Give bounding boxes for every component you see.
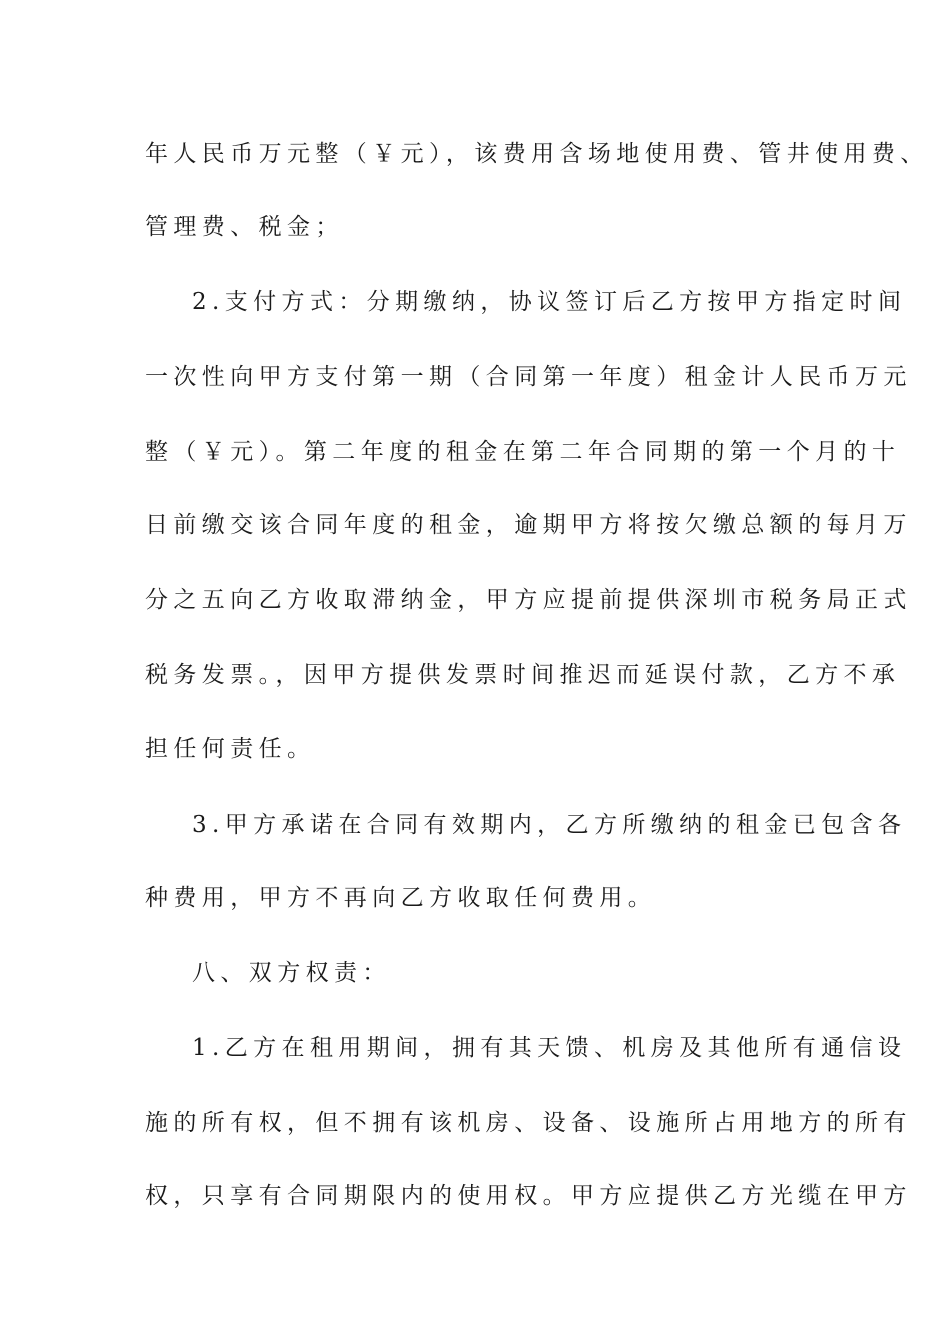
text-line-15: 权，只享有合同期限内的使用权。甲方应提供乙方光缆在甲方 bbox=[145, 1183, 912, 1209]
text-line-2: 管理费、税金； bbox=[145, 214, 344, 240]
text-line-9: 担任何责任。 bbox=[145, 736, 316, 762]
text-line-4: 一次性向甲方支付第一期（合同第一年度）租金计人民币万元 bbox=[145, 364, 912, 390]
text-line-14: 施的所有权，但不拥有该机房、设备、设施所占用地方的所有 bbox=[145, 1110, 912, 1136]
text-line-8: 税务发票。，因甲方提供发票时间推迟而延误付款，乙方不承 bbox=[145, 662, 901, 688]
text-line-6: 日前缴交该合同年度的租金，逾期甲方将按欠缴总额的每月万 bbox=[145, 512, 912, 538]
text-line-5: 整（￥元）。第二年度的租金在第二年合同期的第一个月的十 bbox=[145, 439, 901, 465]
paragraph-2-start: 2.支付方式：分期缴纳，协议签订后乙方按甲方指定时间 bbox=[192, 289, 907, 315]
section-heading-8: 八、双方权责： bbox=[192, 960, 391, 986]
paragraph-8-1-start: 1.乙方在租用期间，拥有其天馈、机房及其他所有通信设 bbox=[192, 1035, 907, 1061]
text-line-1: 年人民币万元整（￥元），该费用含场地使用费、管井使用费、 bbox=[145, 141, 929, 167]
text-line-7: 分之五向乙方收取滞纳金，甲方应提前提供深圳市税务局正式 bbox=[145, 587, 912, 613]
text-line-11: 种费用，甲方不再向乙方收取任何费用。 bbox=[145, 885, 657, 911]
paragraph-3-start: 3.甲方承诺在合同有效期内，乙方所缴纳的租金已包含各 bbox=[192, 812, 907, 838]
